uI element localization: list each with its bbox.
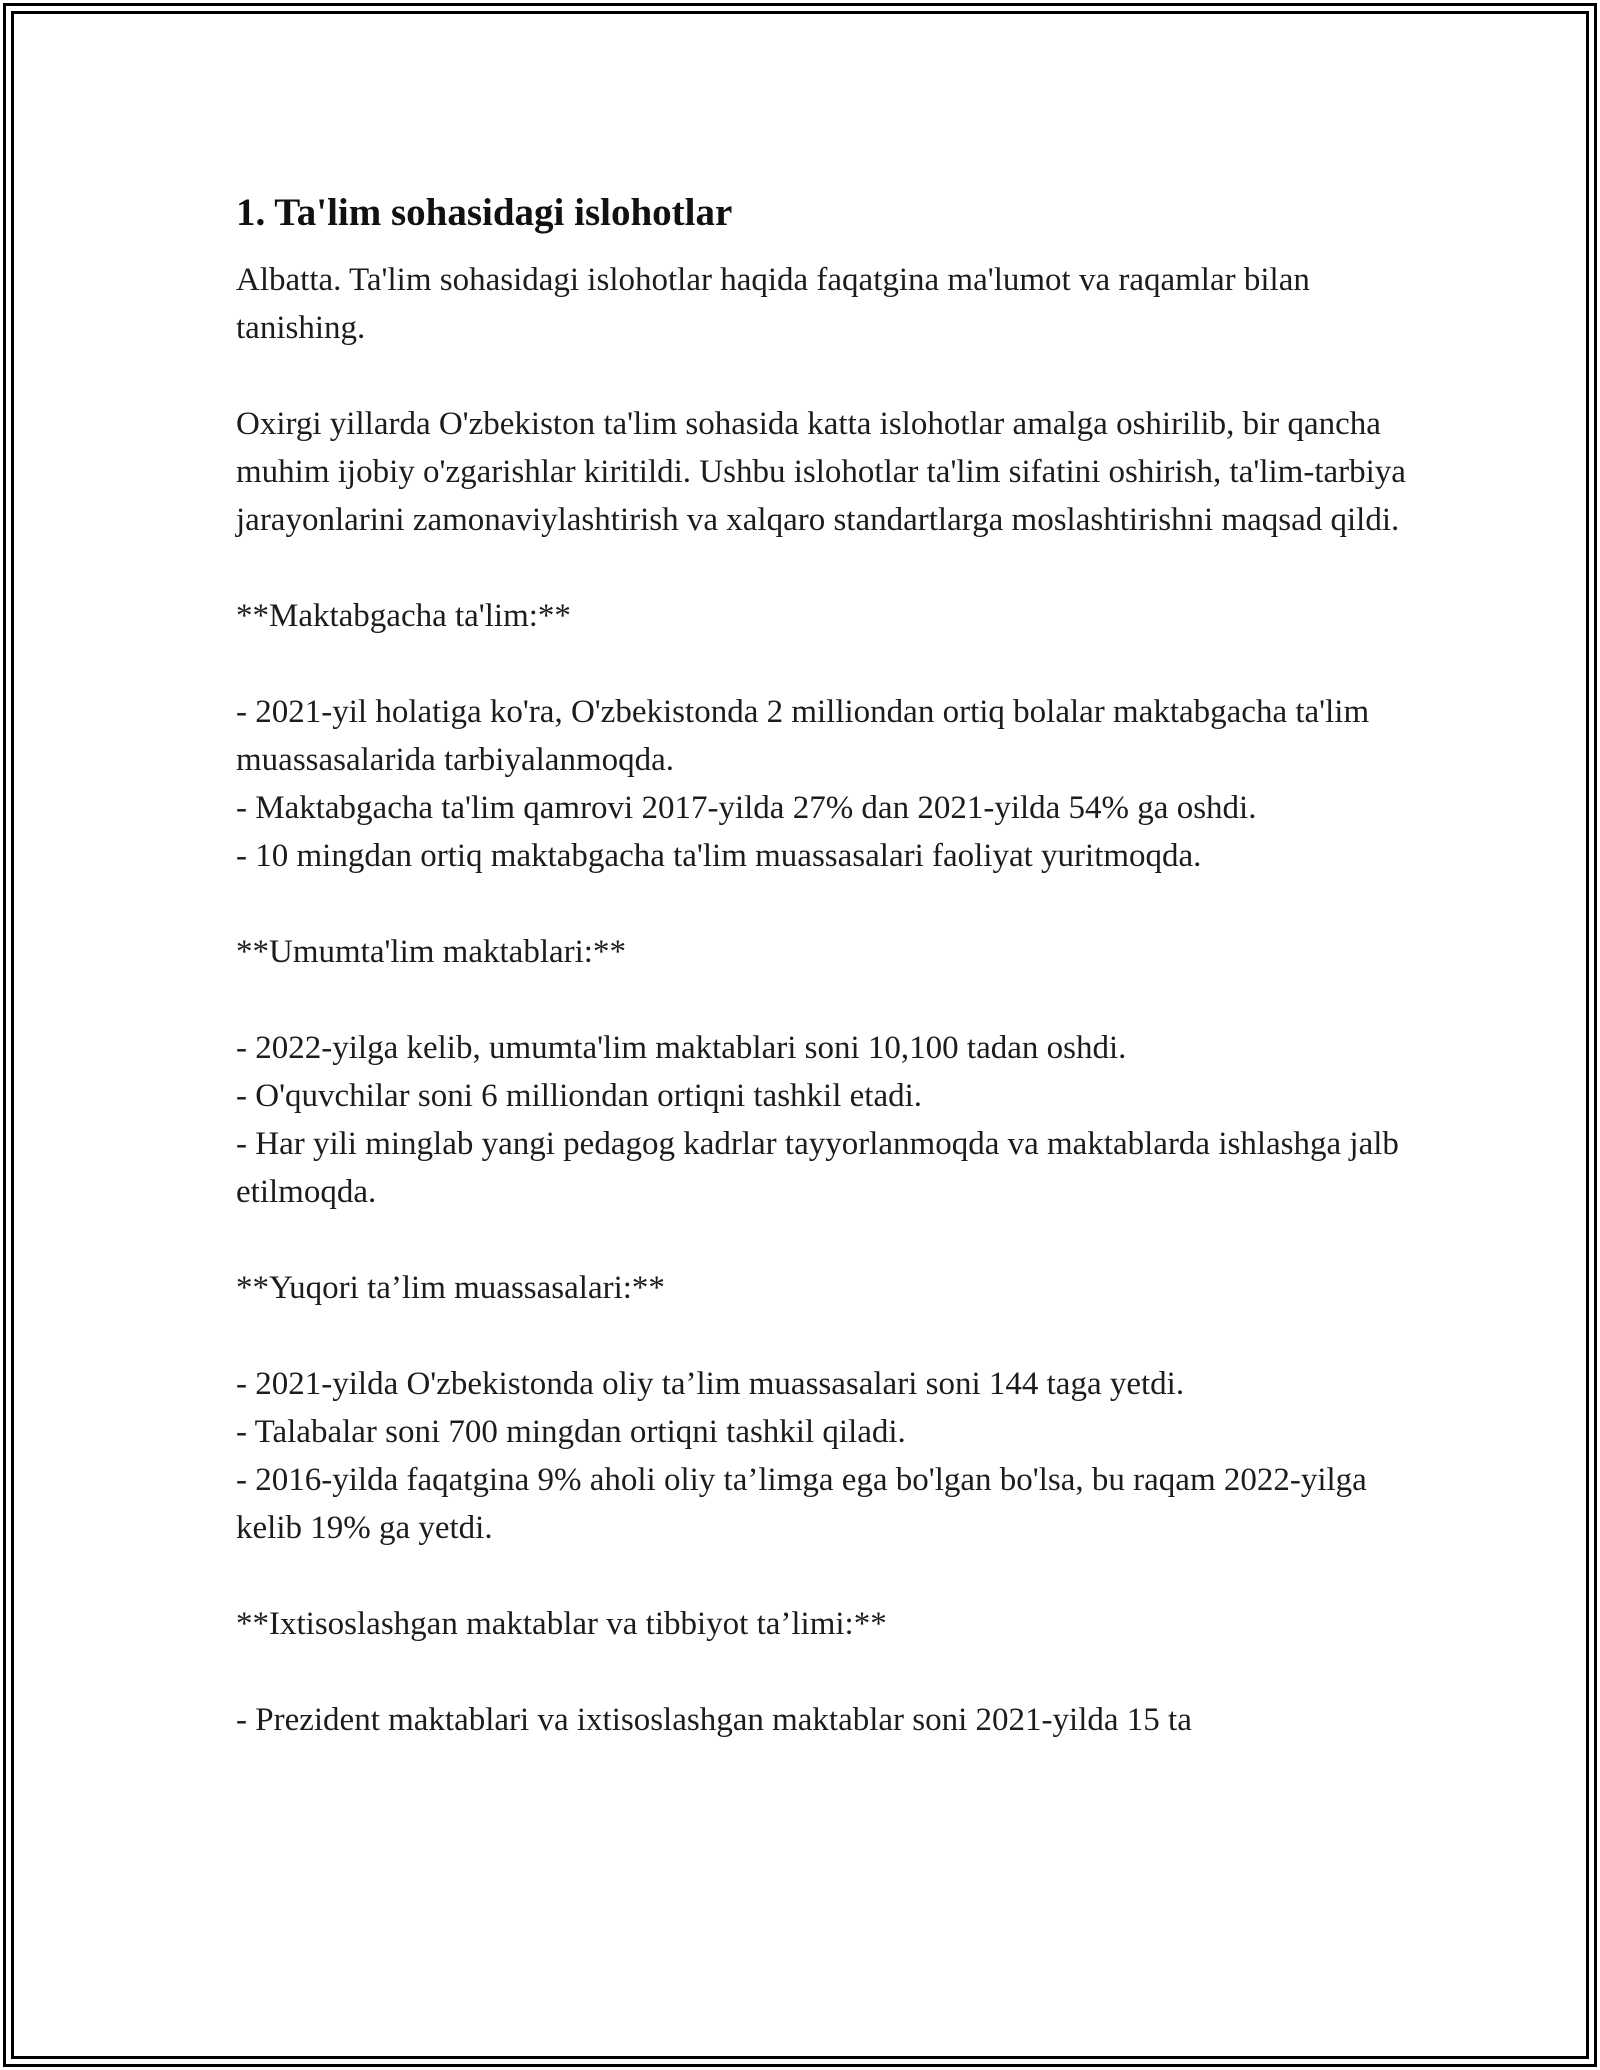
spacer — [236, 1216, 1416, 1264]
list-item: - 2021-yil holatiga ko'ra, O'zbekistonda 2 milliondan ortiq bolalar maktabgacha ta'lim muassasalarida tarbiyalanmoqda. — [236, 694, 1370, 778]
list-item: - O'quvchilar soni 6 milliondan ortiqni tashkil etadi. — [236, 1078, 923, 1114]
document-body — [236, 256, 1416, 1744]
list-item: - Prezident maktablari va ixtisoslashgan maktablar soni 2021-yilda 15 ta — [236, 1702, 1192, 1738]
section-heading-higher-education: **Yuqori ta’lim muassasalari:** — [236, 1270, 665, 1306]
list-item: - 10 mingdan ortiq maktabgacha ta'lim muassasalari faoliyat yuritmoqda. — [236, 838, 1202, 874]
list-item: - Har yili minglab yangi pedagog kadrlar tayyorlanmoqda va maktablarda ishlashga jalb etilmoqda. — [236, 1126, 1399, 1210]
spacer — [236, 640, 1416, 688]
spacer — [236, 1312, 1416, 1360]
list-item: - Maktabgacha ta'lim qamrovi 2017-yilda 27% dan 2021-yilda 54% ga oshdi. — [236, 790, 1257, 826]
spacer — [236, 880, 1416, 928]
list-item: - 2022-yilga kelib, umumta'lim maktablari soni 10,100 tadan oshdi. — [236, 1030, 1127, 1066]
list-item: - 2016-yilda faqatgina 9% aholi oliy ta’limga ega bo'lgan bo'lsa, bu raqam 2022-yilga kelib 19% ga yetdi. — [236, 1462, 1367, 1546]
section-heading-preschool: **Maktabgacha ta'lim:** — [236, 598, 571, 634]
spacer — [236, 1648, 1416, 1696]
spacer — [236, 1552, 1416, 1600]
section-heading-general-schools: **Umumta'lim maktablari:** — [236, 934, 626, 970]
spacer — [236, 976, 1416, 1024]
overview-paragraph: Oxirgi yillarda O'zbekiston ta'lim sohasida katta islohotlar amalga oshirilib, bir qancha muhim ijobiy o'zgarishlar kiritildi. Ushbu islohotlar ta'lim sifatini oshirish, ta'lim-tarbiya jarayonlarini zamonaviylashtirish va xalqaro standartlarga moslashtirishni maqsad qildi. — [236, 406, 1406, 538]
document-title: 1. Ta'lim sohasidagi islohotlar — [236, 191, 733, 234]
list-item: - 2021-yilda O'zbekistonda oliy ta’lim muassasalari soni 144 taga yetdi. — [236, 1366, 1185, 1402]
section-heading-specialized-schools: **Ixtisoslashgan maktablar va tibbiyot ta’limi:** — [236, 1606, 887, 1642]
intro-paragraph: Albatta. Ta'lim sohasidagi islohotlar haqida faqatgina ma'lumot va raqamlar bilan tanishing. — [236, 262, 1310, 346]
spacer — [236, 544, 1416, 592]
spacer — [236, 352, 1416, 400]
list-item: - Talabalar soni 700 mingdan ortiqni tashkil qiladi. — [236, 1414, 906, 1450]
document-page — [236, 186, 1416, 1744]
